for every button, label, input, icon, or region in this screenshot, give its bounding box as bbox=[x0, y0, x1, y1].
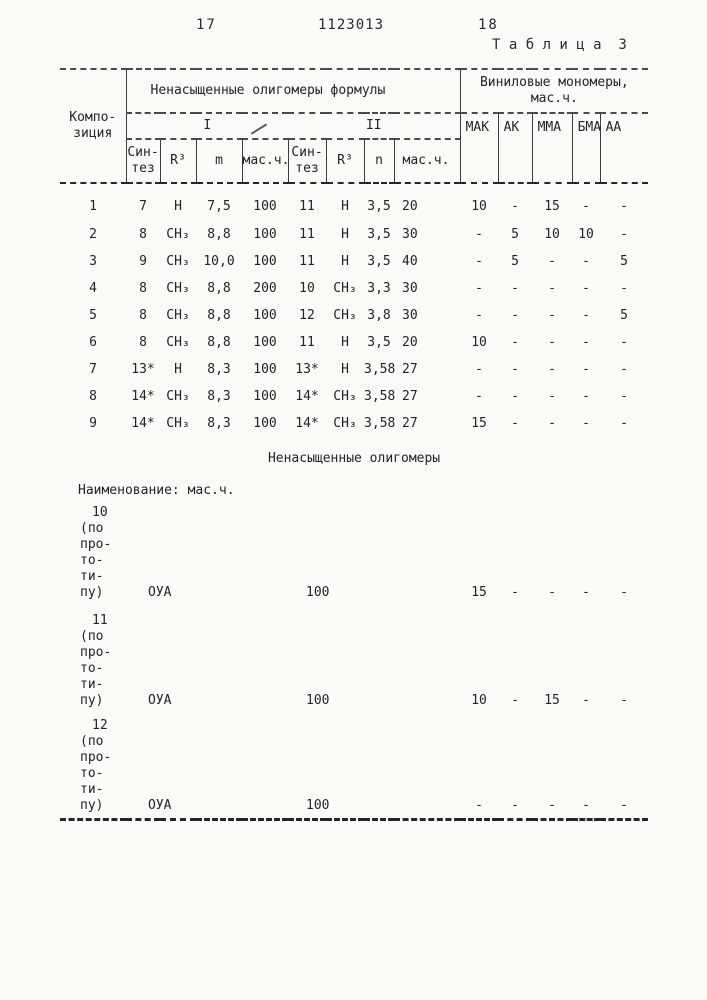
cell-ak: - bbox=[511, 361, 519, 377]
mid-section-title: Ненасыщенные олигомеры bbox=[267, 451, 441, 466]
cell-mma: - bbox=[548, 307, 556, 323]
proto-number: 12 bbox=[92, 717, 108, 733]
header-mak: МАК bbox=[460, 113, 498, 183]
cell-mass2: 30 bbox=[402, 226, 418, 242]
cell-mass1: 100 bbox=[253, 334, 277, 350]
mid-section-title-row bbox=[60, 437, 648, 469]
cell-r2: Н bbox=[341, 253, 349, 269]
cell-oligomer-name: ОУА bbox=[148, 585, 172, 600]
cell-ak: 5 bbox=[511, 226, 519, 242]
table-row bbox=[60, 329, 648, 356]
prototype-row bbox=[60, 499, 648, 605]
cell-r1: Н bbox=[174, 361, 182, 377]
cell-m: 8,3 bbox=[207, 388, 231, 404]
cell-aa: - bbox=[620, 226, 628, 242]
proto-paren: (по про- то- ти- пу) bbox=[80, 733, 112, 813]
cell-r1: Н bbox=[174, 198, 182, 214]
cell-mass2: 27 bbox=[402, 388, 418, 404]
cell-mass2: 30 bbox=[402, 280, 418, 296]
cell-ak: - bbox=[511, 388, 519, 404]
cell-mma: - bbox=[548, 361, 556, 377]
cell-r2: Н bbox=[341, 334, 349, 350]
cell-mak: 15 bbox=[471, 415, 487, 431]
cell-aa: - bbox=[620, 388, 628, 404]
cell-bma: - bbox=[582, 415, 590, 431]
cell-mma: 15 bbox=[544, 198, 560, 214]
cell-syn2: 11 bbox=[299, 198, 315, 214]
mid-section-naming: Наименование: мас.ч. bbox=[78, 483, 235, 498]
cell-aa: - bbox=[620, 585, 628, 600]
cell-r1: СН₃ bbox=[166, 415, 190, 431]
cell-syn2: 13* bbox=[295, 361, 319, 377]
cell-mass1: 100 bbox=[253, 415, 277, 431]
cell-aa: - bbox=[620, 415, 628, 431]
table-row bbox=[60, 356, 648, 383]
cell-mma: - bbox=[548, 585, 556, 600]
header-composition: Компо- зиция bbox=[60, 69, 126, 183]
header-bma: БМА bbox=[572, 113, 600, 183]
cell-syn1: 7 bbox=[139, 198, 147, 214]
cell-syn2: 14* bbox=[295, 415, 319, 431]
cell-r2: СН₃ bbox=[333, 280, 357, 296]
cell-bma: - bbox=[582, 585, 590, 600]
cell-n: 3,5 bbox=[367, 226, 391, 242]
cell-mass2: 40 bbox=[402, 253, 418, 269]
cell-syn1: 8 bbox=[139, 280, 147, 296]
cell-aa: - bbox=[620, 334, 628, 350]
cell-ak: - bbox=[511, 334, 519, 350]
cell-aa: 5 bbox=[620, 307, 628, 323]
cell-ak: - bbox=[511, 693, 519, 708]
prototype-row bbox=[60, 713, 648, 819]
cell-syn2: 11 bbox=[299, 253, 315, 269]
cell-no: 4 bbox=[89, 280, 97, 296]
header-vinyl-group: Виниловые мономеры, мас.ч. bbox=[460, 69, 648, 113]
cell-r2: Н bbox=[341, 226, 349, 242]
cell-ak: - bbox=[498, 713, 532, 819]
cell-r2: СН₃ bbox=[333, 388, 357, 404]
cell-mak: - bbox=[475, 361, 483, 377]
cell-m: 8,8 bbox=[207, 334, 231, 350]
cell-bma: - bbox=[582, 361, 590, 377]
proto-paren: (по про- то- ти- пу) bbox=[80, 629, 112, 708]
header-formula-ii: II bbox=[288, 113, 460, 139]
cell-n: 3,58 bbox=[364, 415, 396, 431]
cell-mak: - bbox=[475, 307, 483, 323]
cell-n: 3,5 bbox=[367, 198, 391, 214]
cell-m: 8,8 bbox=[207, 226, 231, 242]
cell-r1: СН₃ bbox=[166, 334, 190, 350]
cell-m: 7,5 bbox=[207, 198, 231, 214]
cell-m: 8,8 bbox=[207, 280, 231, 296]
prototype-row bbox=[60, 605, 648, 713]
cell-mma: - bbox=[548, 280, 556, 296]
header-synthesis-i: Син- тез bbox=[126, 139, 160, 183]
cell-mma: 10 bbox=[544, 226, 560, 242]
cell-mass1: 100 bbox=[253, 307, 277, 323]
header-oligomers-group: Ненасыщенные олигомеры формулы bbox=[126, 69, 460, 113]
cell-r1: СН₃ bbox=[166, 253, 190, 269]
cell-ak: - bbox=[511, 415, 519, 431]
composition-table bbox=[60, 68, 648, 821]
header-mma: ММА bbox=[532, 113, 572, 183]
cell-syn2: 10 bbox=[299, 280, 315, 296]
cell-bma: - bbox=[572, 713, 600, 819]
header-m: m bbox=[196, 139, 242, 183]
cell-no: 1 bbox=[89, 198, 97, 214]
cell-no: 6 bbox=[89, 334, 97, 350]
cell-no: 2 bbox=[89, 226, 97, 242]
cell-syn1: 14* bbox=[131, 415, 155, 431]
cell-proto-label bbox=[60, 605, 126, 713]
cell-mma: - bbox=[532, 713, 572, 819]
cell-ak: 5 bbox=[511, 253, 519, 269]
cell-n: 3,58 bbox=[364, 388, 396, 404]
cell-r2: Н bbox=[341, 198, 349, 214]
cell-mma: - bbox=[548, 415, 556, 431]
cell-syn1: 8 bbox=[139, 226, 147, 242]
cell-mass1: 100 bbox=[253, 388, 277, 404]
cell-mak: - bbox=[475, 388, 483, 404]
cell-ak: - bbox=[511, 585, 519, 600]
cell-mass2: 20 bbox=[402, 334, 418, 350]
cell-oligomer-mass: 100 bbox=[306, 585, 330, 600]
proto-number: 10 bbox=[92, 505, 108, 520]
cell-syn1: 8 bbox=[139, 307, 147, 323]
cell-mass1: 100 bbox=[253, 198, 277, 214]
cell-proto-label bbox=[60, 499, 126, 605]
cell-proto-label bbox=[60, 713, 126, 819]
header-mass-i: мас.ч. bbox=[242, 139, 288, 183]
cell-m: 10,0 bbox=[203, 253, 235, 269]
cell-bma: - bbox=[582, 280, 590, 296]
cell-syn2: 11 bbox=[299, 334, 315, 350]
cell-syn1: 9 bbox=[139, 253, 147, 269]
patent-number: 1123013 bbox=[318, 17, 385, 33]
header-synthesis-ii: Син- тез bbox=[288, 139, 326, 183]
page-number-left: 17 bbox=[196, 17, 217, 33]
cell-mak: - bbox=[475, 253, 483, 269]
cell-syn1: 14* bbox=[131, 388, 155, 404]
cell-bma: - bbox=[582, 307, 590, 323]
cell-syn1: 13* bbox=[131, 361, 155, 377]
table-row bbox=[60, 183, 648, 221]
cell-mak: - bbox=[475, 280, 483, 296]
cell-mass2: 30 bbox=[402, 307, 418, 323]
cell-mass1: 100 bbox=[253, 253, 277, 269]
table-caption: Т а б л и ц а 3 bbox=[492, 37, 627, 53]
cell-mass2: 27 bbox=[402, 361, 418, 377]
cell-mma: 15 bbox=[544, 693, 560, 708]
header-r3-ii: R³ bbox=[326, 139, 364, 183]
cell-mma: - bbox=[548, 253, 556, 269]
header-n: n bbox=[364, 139, 394, 183]
cell-syn2: 12 bbox=[299, 307, 315, 323]
table-row bbox=[60, 302, 648, 329]
cell-ak: - bbox=[511, 307, 519, 323]
cell-aa: - bbox=[620, 280, 628, 296]
cell-no: 8 bbox=[89, 388, 97, 404]
cell-r1: СН₃ bbox=[166, 280, 190, 296]
cell-no: 7 bbox=[89, 361, 97, 377]
proto-number: 11 bbox=[92, 613, 108, 628]
cell-no: 3 bbox=[89, 253, 97, 269]
table-row bbox=[60, 383, 648, 410]
header-formula-i: I bbox=[126, 113, 288, 139]
cell-ak: - bbox=[511, 280, 519, 296]
cell-bma: - bbox=[582, 693, 590, 708]
cell-n: 3,8 bbox=[367, 307, 391, 323]
cell-mma: - bbox=[548, 334, 556, 350]
cell-r1: СН₃ bbox=[166, 307, 190, 323]
cell-m: 8,3 bbox=[207, 415, 231, 431]
cell-bma: - bbox=[582, 334, 590, 350]
cell-bma: - bbox=[582, 388, 590, 404]
cell-oligomer-name: ОУА bbox=[148, 693, 172, 708]
cell-mass2: 27 bbox=[402, 415, 418, 431]
page-number-right: 18 bbox=[478, 17, 499, 33]
cell-m: 8,3 bbox=[207, 361, 231, 377]
header-r3-i: R³ bbox=[160, 139, 196, 183]
table-row bbox=[60, 275, 648, 302]
cell-r1: СН₃ bbox=[166, 388, 190, 404]
cell-n: 3,3 bbox=[367, 280, 391, 296]
cell-oligomer-name: ОУА bbox=[126, 713, 288, 819]
mid-section-naming-row bbox=[60, 469, 648, 499]
cell-r2: СН₃ bbox=[333, 415, 357, 431]
header-aa: АА bbox=[600, 113, 648, 183]
header-ak: АК bbox=[498, 113, 532, 183]
table-row bbox=[60, 221, 648, 248]
cell-mass1: 100 bbox=[253, 226, 277, 242]
table-row bbox=[60, 248, 648, 275]
cell-aa: - bbox=[620, 198, 628, 214]
cell-r2: СН₃ bbox=[333, 307, 357, 323]
cell-mak: - bbox=[460, 713, 498, 819]
cell-n: 3,58 bbox=[364, 361, 396, 377]
proto-paren: (по про- то- ти- пу) bbox=[80, 521, 112, 600]
cell-r1: СН₃ bbox=[166, 226, 190, 242]
cell-mass2: 20 bbox=[402, 198, 418, 214]
table-row bbox=[60, 410, 648, 437]
cell-ak: - bbox=[511, 198, 519, 214]
cell-mak: 15 bbox=[471, 585, 487, 600]
header-mass-ii: мас.ч. bbox=[394, 139, 460, 183]
cell-r2: Н bbox=[341, 361, 349, 377]
cell-mak: 10 bbox=[471, 693, 487, 708]
cell-no: 5 bbox=[89, 307, 97, 323]
cell-mass1: 200 bbox=[253, 280, 277, 296]
cell-bma: - bbox=[582, 253, 590, 269]
cell-m: 8,8 bbox=[207, 307, 231, 323]
cell-aa: 5 bbox=[620, 253, 628, 269]
cell-syn2: 11 bbox=[299, 226, 315, 242]
cell-mak: - bbox=[475, 226, 483, 242]
cell-syn2: 14* bbox=[295, 388, 319, 404]
cell-n: 3,5 bbox=[367, 253, 391, 269]
cell-n: 3,5 bbox=[367, 334, 391, 350]
cell-aa: - bbox=[620, 693, 628, 708]
cell-mass1: 100 bbox=[253, 361, 277, 377]
cell-mma: - bbox=[548, 388, 556, 404]
cell-mak: 10 bbox=[471, 198, 487, 214]
cell-syn1: 8 bbox=[139, 334, 147, 350]
cell-bma: 10 bbox=[578, 226, 594, 242]
cell-aa: - bbox=[600, 713, 648, 819]
cell-oligomer-mass: 100 bbox=[288, 713, 460, 819]
cell-aa: - bbox=[620, 361, 628, 377]
cell-oligomer-mass: 100 bbox=[306, 693, 330, 708]
cell-no: 9 bbox=[89, 415, 97, 431]
cell-mak: 10 bbox=[471, 334, 487, 350]
cell-bma: - bbox=[582, 198, 590, 214]
